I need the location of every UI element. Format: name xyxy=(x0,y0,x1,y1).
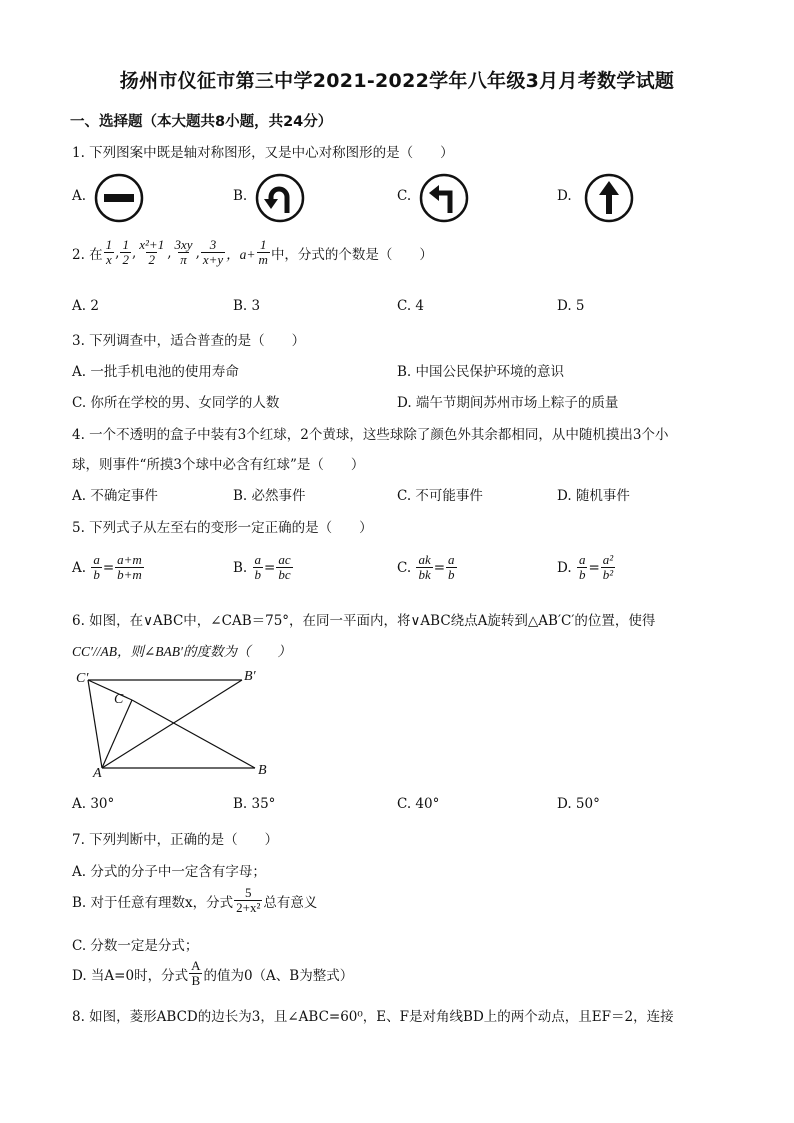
q2-fraction-3: $\frac{\text{x²+1}}{2}$ xyxy=(139,237,165,267)
question-3-stem: 3. 下列调查中，适合普查的是（ ） xyxy=(72,333,306,349)
straight-ahead-sign-icon xyxy=(584,173,634,223)
question-5-stem: 5. 下列式子从左至右的变形一定正确的是（ ） xyxy=(72,520,373,536)
q1-option-d-label: D. xyxy=(557,188,572,204)
segment-c-prime-c xyxy=(88,680,132,700)
q7-option-a: A. 分式的分子中一定含有字母； xyxy=(72,864,266,880)
q6-option-d: D. 50° xyxy=(557,796,600,812)
point-label-c-prime: C′ xyxy=(76,671,89,686)
point-label-c: C xyxy=(114,692,124,707)
turn-left-sign-icon xyxy=(419,173,469,223)
q3-option-d: D. 端午节期间苏州市场上粽子的质量 xyxy=(397,395,619,411)
q2-fraction-5: $\frac{3}{x+y}$ xyxy=(202,237,224,267)
question-6-stem-line-2: CC′//AB，则∠BAB′的度数为（ ） xyxy=(72,644,291,659)
u-turn-left-sign-icon xyxy=(255,173,305,223)
point-label-b-prime: B′ xyxy=(244,669,256,684)
q6-option-b: B. 35° xyxy=(233,796,276,812)
q5-option-a-label: A. xyxy=(72,559,87,576)
q7-option-b-prefix: B. 对于任意有理数x，分式 xyxy=(72,894,234,911)
question-8-stem: 8. 如图，菱形ABCD的边长为3，且∠ABC=60⁰，E、F是对角线BD上的两个动点，且EF＝2，连接 xyxy=(72,1009,674,1025)
q2-fraction-1: $\frac{1}{x}$ xyxy=(105,237,113,267)
q2-fraction-4: $\frac{3xy}{\pi}$ xyxy=(174,237,193,267)
q7-option-c: C. 分数一定是分式； xyxy=(72,938,199,954)
q2-separator: , xyxy=(131,244,137,261)
q2-suffix: 中，分式的个数是（ ） xyxy=(270,246,433,263)
q2-option-d: D. 5 xyxy=(557,298,585,314)
segment-c-prime-a xyxy=(88,680,102,768)
q7-option-d: D. 当A=0时，分式 $\frac{A}{B}$ 的值为0（A、B为整式） xyxy=(72,958,354,988)
q3-option-c: C. 你所在学校的男、女同学的人数 xyxy=(72,395,280,411)
q7-option-b-suffix: 总有意义 xyxy=(263,894,318,911)
q5-option-c: C. $\frac{ak}{bk}$ = $\frac{a}{b}$ xyxy=(397,552,455,582)
q3-option-b: B. 中国公民保护环境的意识 xyxy=(397,364,565,380)
q2-separator: , xyxy=(167,244,172,261)
question-2-stem xyxy=(72,238,433,267)
q2-option-a: A. 2 xyxy=(72,298,99,314)
q5-option-d-label: D. xyxy=(557,559,572,576)
q1-option-b-label: B. xyxy=(233,188,248,204)
q1-option-a-label: A. xyxy=(72,188,87,204)
q2-separator: , xyxy=(115,244,120,261)
question-7-stem: 7. 下列判断中，正确的是（ ） xyxy=(72,832,279,848)
question-6-stem-line-1: 6. 如图，在∨ABC中，∠CAB＝75°，在同一平面内，将∨ABC绕点A旋转到△AB′C′的位置，使得 xyxy=(72,613,656,629)
point-label-b: B xyxy=(258,763,267,778)
q3-option-a: A. 一批手机电池的使用寿命 xyxy=(72,364,239,380)
equals-sign: = xyxy=(588,559,600,576)
q5-option-b: B. $\frac{a}{b}$ = $\frac{ac}{bc}$ xyxy=(233,552,291,582)
q2-fraction-6: $\frac{1}{m}$ xyxy=(258,237,268,267)
q1-option-c-label: C. xyxy=(397,188,412,204)
q2-option-c: C. 4 xyxy=(397,298,425,314)
q2-last-term-prefix: ，a+ xyxy=(226,246,256,262)
q5-option-b-label: B. xyxy=(233,559,248,576)
q2-option-b: B. 3 xyxy=(233,298,261,314)
no-entry-sign-icon xyxy=(94,173,144,223)
equals-sign: = xyxy=(433,559,446,576)
q6-option-c: C. 40° xyxy=(397,796,440,812)
section-heading-choice: 一、选择题（本大题共8小题，共24分） xyxy=(70,114,333,130)
q5-option-a: A. $\frac{a}{b}$ = $\frac{a+m}{b+m}$ xyxy=(72,552,142,582)
point-label-a: A xyxy=(93,766,102,781)
question-4-stem-line-2: 球，则事件“所摸3个球中必含有红球”是（ ） xyxy=(72,457,365,473)
q2-separator: , xyxy=(195,244,200,261)
question-4-stem-line-1: 4. 一个不透明的盒子中装有3个红球，2个黄球，这些球除了颜色外其余都相同，从中随机摸出3个小 xyxy=(72,427,669,443)
q5-option-d: D. $\frac{a}{b}$ = $\frac{\text{a²}}{\text{b²}}$ xyxy=(557,552,614,582)
q2-prefix: 2. 在 xyxy=(72,246,103,263)
segment-a-c xyxy=(102,700,132,768)
q4-option-a: A. 不确定事件 xyxy=(72,488,158,504)
q4-option-d: D. 随机事件 xyxy=(557,488,630,504)
equals-sign: = xyxy=(102,559,115,576)
equals-sign: = xyxy=(264,559,276,576)
q7-option-d-suffix: 的值为0（A、B为整式） xyxy=(203,967,354,984)
q2-fraction-2: $\frac{1}{2}$ xyxy=(122,237,129,267)
q7-option-d-prefix: D. 当A=0时，分式 xyxy=(72,967,189,984)
q6-option-a: A. 30° xyxy=(72,796,115,812)
exam-title: 扬州市仪征市第三中学2021-2022学年八年级3月月考数学试题 xyxy=(119,70,675,92)
q4-option-b: B. 必然事件 xyxy=(233,488,306,504)
question-1-stem: 1. 下列图案中既是轴对称图形，又是中心对称图形的是（ ） xyxy=(72,145,454,161)
q4-option-c: C. 不可能事件 xyxy=(397,488,483,504)
q7-option-b: B. 对于任意有理数x，分式 $\frac{5}{\text{2+x²}}$ 总有意义 xyxy=(72,885,318,915)
q5-option-c-label: C. xyxy=(397,559,412,576)
